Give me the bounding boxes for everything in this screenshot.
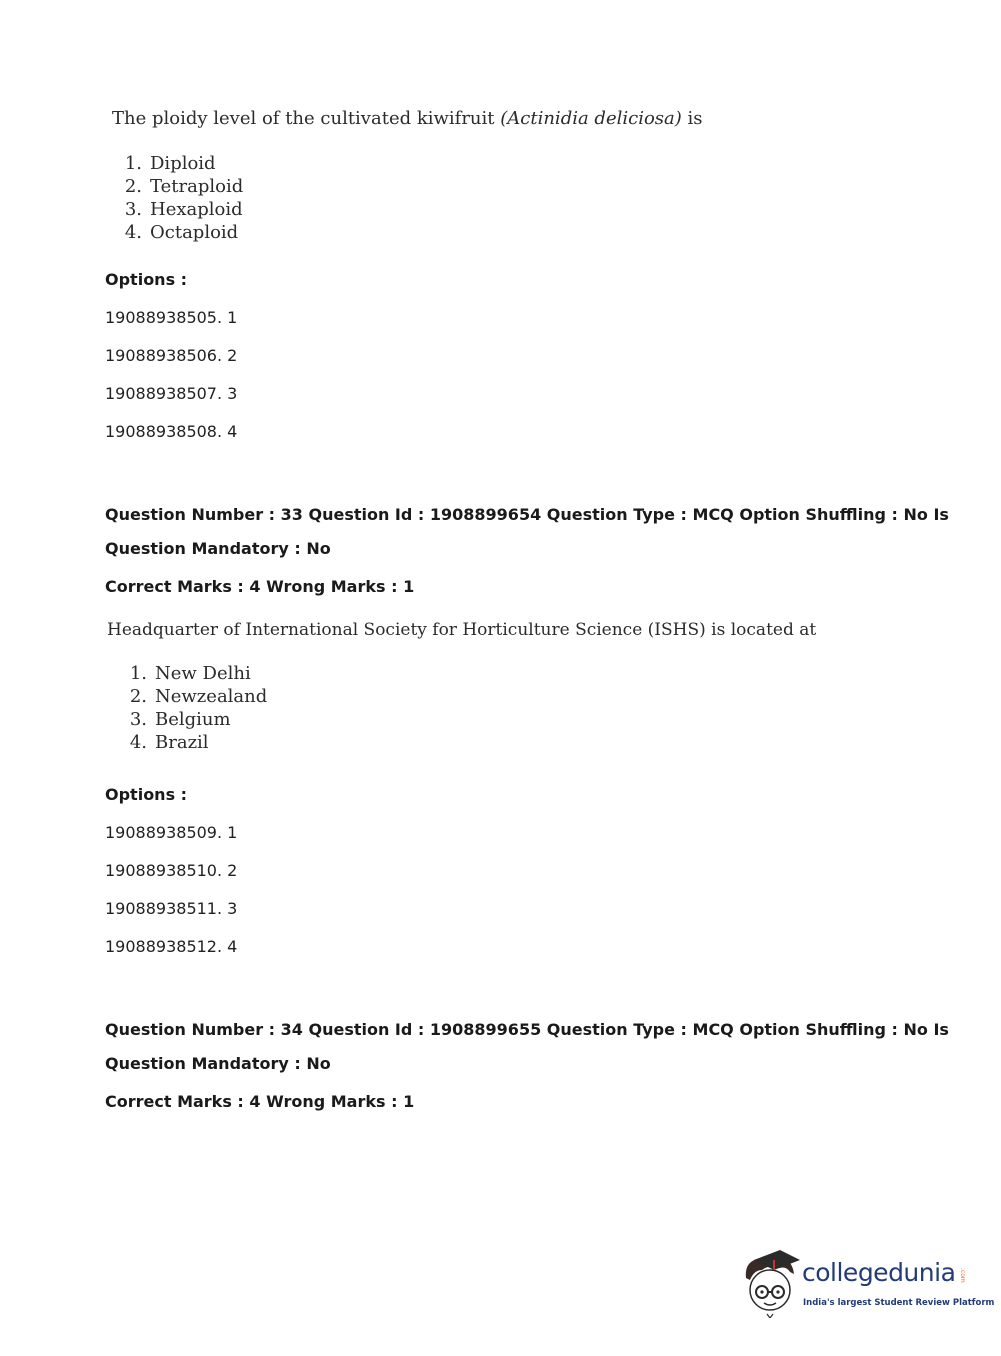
logo-suffix: .com: [959, 1268, 966, 1283]
choice-item: 4. Octaploid: [124, 222, 239, 243]
option-item: 19088938510. 2: [105, 861, 238, 880]
question-header: Question Number : 33 Question Id : 1908899654 Question Type : MCQ Option Shuffling : No Is: [105, 505, 949, 524]
choice-item: 1. Diploid: [124, 153, 216, 174]
options-label: Options :: [105, 270, 188, 289]
question-header: Question Number : 34 Question Id : 1908899655 Question Type : MCQ Option Shuffling : No Is: [105, 1020, 949, 1039]
question-marks: Correct Marks : 4 Wrong Marks : 1: [105, 577, 415, 596]
option-item: 19088938508. 4: [105, 422, 238, 441]
question-mandatory: Question Mandatory : No: [105, 539, 331, 558]
option-item: 19088938505. 1: [105, 308, 238, 327]
mascot-icon: [740, 1248, 802, 1318]
choice-item: 2. Tetraploid: [124, 176, 244, 197]
question-stem: Headquarter of International Society for Horticulture Science (ISHS) is located at: [107, 620, 817, 640]
question-stem: The ploidy level of the cultivated kiwifruit (Actinidia deliciosa) is: [112, 108, 703, 129]
option-item: 19088938506. 2: [105, 346, 238, 365]
choice-list: [112, 152, 703, 244]
collegedunia-logo: [740, 1248, 995, 1318]
choice-item: 1. New Delhi: [129, 663, 251, 684]
option-item: 19088938511. 3: [105, 899, 238, 918]
option-item: 19088938512. 4: [105, 937, 238, 956]
choice-item: 3. Belgium: [129, 709, 231, 730]
logo-tagline: India's largest Student Review Platform: [803, 1298, 995, 1308]
choice-item: 4. Brazil: [129, 732, 209, 753]
species-name: (Actinidia deliciosa): [500, 108, 682, 129]
choice-item: 2. Newzealand: [129, 686, 268, 707]
option-item: 19088938509. 1: [105, 823, 238, 842]
options-label: Options :: [105, 785, 188, 804]
question-marks: Correct Marks : 4 Wrong Marks : 1: [105, 1092, 415, 1111]
option-item: 19088938507. 3: [105, 384, 238, 403]
logo-wordmark: collegedunia: [802, 1258, 956, 1287]
choice-list: [107, 662, 816, 754]
choice-item: 3. Hexaploid: [124, 199, 243, 220]
question-mandatory: Question Mandatory : No: [105, 1054, 331, 1073]
question-32-image: [112, 108, 703, 244]
question-33-image: [107, 620, 816, 754]
